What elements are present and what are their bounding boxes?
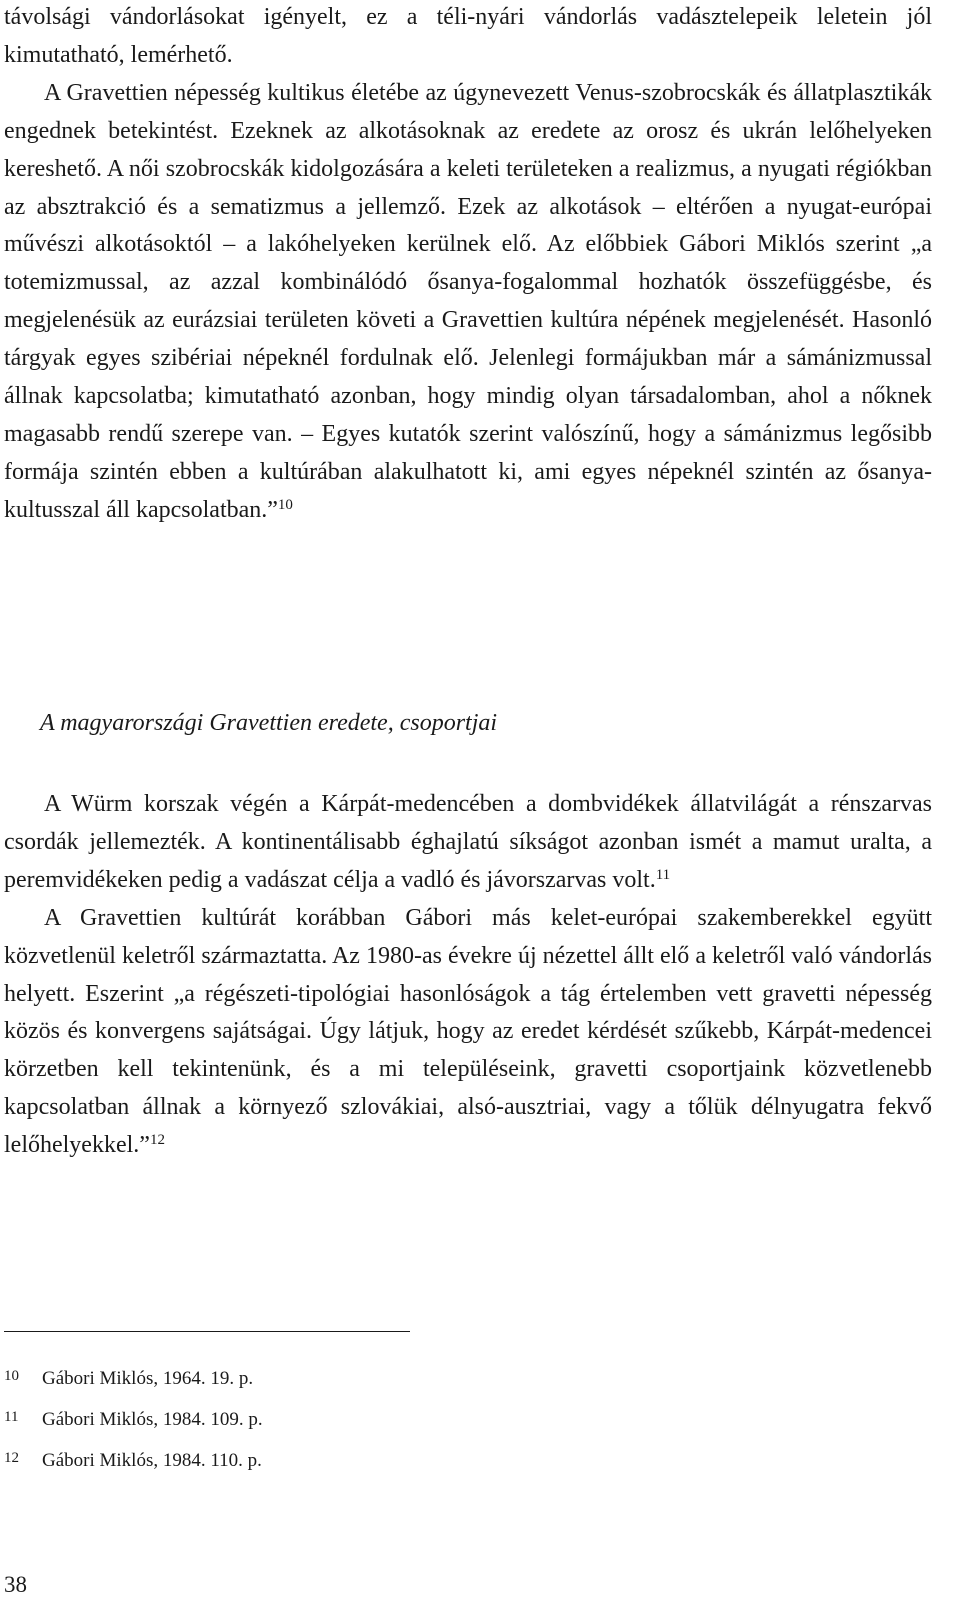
footnote-number: 10	[4, 1368, 19, 1384]
section-heading: A magyarországi Gravettien eredete, csoportjai	[40, 710, 498, 736]
footnote-text: Gábori Miklós, 1984. 110. p.	[42, 1449, 262, 1471]
footnote-number: 12	[4, 1450, 19, 1466]
body-text-top	[4, 0, 932, 530]
paragraph-continued: távolsági vándorlásokat igényelt, ez a téli-nyári vándorlás vadásztelepeik leletein jól kimutatható, lemérhető.	[4, 4, 932, 68]
page-number: 38	[4, 1572, 27, 1597]
footnote-separator	[4, 1331, 410, 1332]
footnote-ref-11[interactable]: 11	[655, 866, 671, 883]
footnote-item	[4, 1358, 904, 1399]
paragraph-wurm: A Würm korszak végén a Kárpát-medencében a dombvidékek állatvilágát a rénszarvas csordák jellemezték. A kontinentálisabb éghajlatú síkságot azonban ismét a mamut uralta, a peremvidékeken pedig a vadászat célja a vadló és jávorszarvas volt.$^{11}$	[4, 791, 932, 893]
footnote-text: Gábori Miklós, 1964. 19. p.	[42, 1367, 254, 1389]
footnote-text: Gábori Miklós, 1984. 109. p.	[42, 1408, 263, 1430]
footnote-ref-12[interactable]: 12	[149, 1132, 165, 1149]
paragraph-origin: A Gravettien kultúrát korábban Gábori más kelet-európai szakemberekkel együtt közvetlenül keletről származtatta. Az 1980-as évekre új nézettel állt elő a keletről való vándorlás helyett. Eszerint „a régészeti-tipológiai hasonlóságok a tág értelemben vett gravetti népesség közös és konvergens sajátságai. Úgy látjuk, hogy az eredet kérdését szűkebb, Kárpát-medencei körzetben kell tekintenünk, és a mi településeink, gravetti csoportjaink közvetlenebb kapcsolatban állnak a környező szlovákiai, alsó-ausztriai, vagy a tőlük délnyugatra fekvő lelőhelyekkel.”$^{12}$	[4, 904, 932, 1159]
footnotes	[4, 1358, 904, 1481]
body-text-section	[4, 786, 932, 1165]
footnote-item	[4, 1399, 904, 1440]
paragraph-venus-figurines: A Gravettien népesség kultikus életébe az úgynevezett Venus-szobrocskák és állatplasztikák engednek betekintést. Ezeknek az alkotásoknak az eredete az orosz és ukrán lelőhelyeken kereshető. A női szobrocskák kidolgozására a keleti területeken a realizmus, a nyugati régiókban az absztrakció és a sematizmus a jellemző. Ezek az alkotások – eltérően a nyugat-európai művészi alkotásoktól – a lakóhelyeken kerülnek elő. Az előbbiek Gábori Miklós szerint „a totemizmussal, az azzal kombinálódó ősanya-fogalommal hozhatók összefüggésbe, és megjelenésük az eurázsiai területen követi a Gravettien kultúra népének megjelenését. Hasonló tárgyak egyes szibériai népeknél fordulnak elő. Jelenlegi formájukban már a sámánizmussal állnak kapcsolatba; kimutatható azonban, hogy mindig olyan társadalomban, ahol a nőknek magasabb rendű szerepe van. – Egyes kutatók szerint valószínű, hogy a sámánizmus legősibb formája szintén ebben a kultúrában alakulhatott ki, ami egyes népeknél szintén az ősanya-kultusszal áll kapcsolatban.”$^{10}$	[4, 79, 932, 523]
footnote-item	[4, 1440, 904, 1481]
footnote-ref-10[interactable]: 10	[277, 496, 293, 513]
footnote-number: 11	[4, 1409, 19, 1425]
